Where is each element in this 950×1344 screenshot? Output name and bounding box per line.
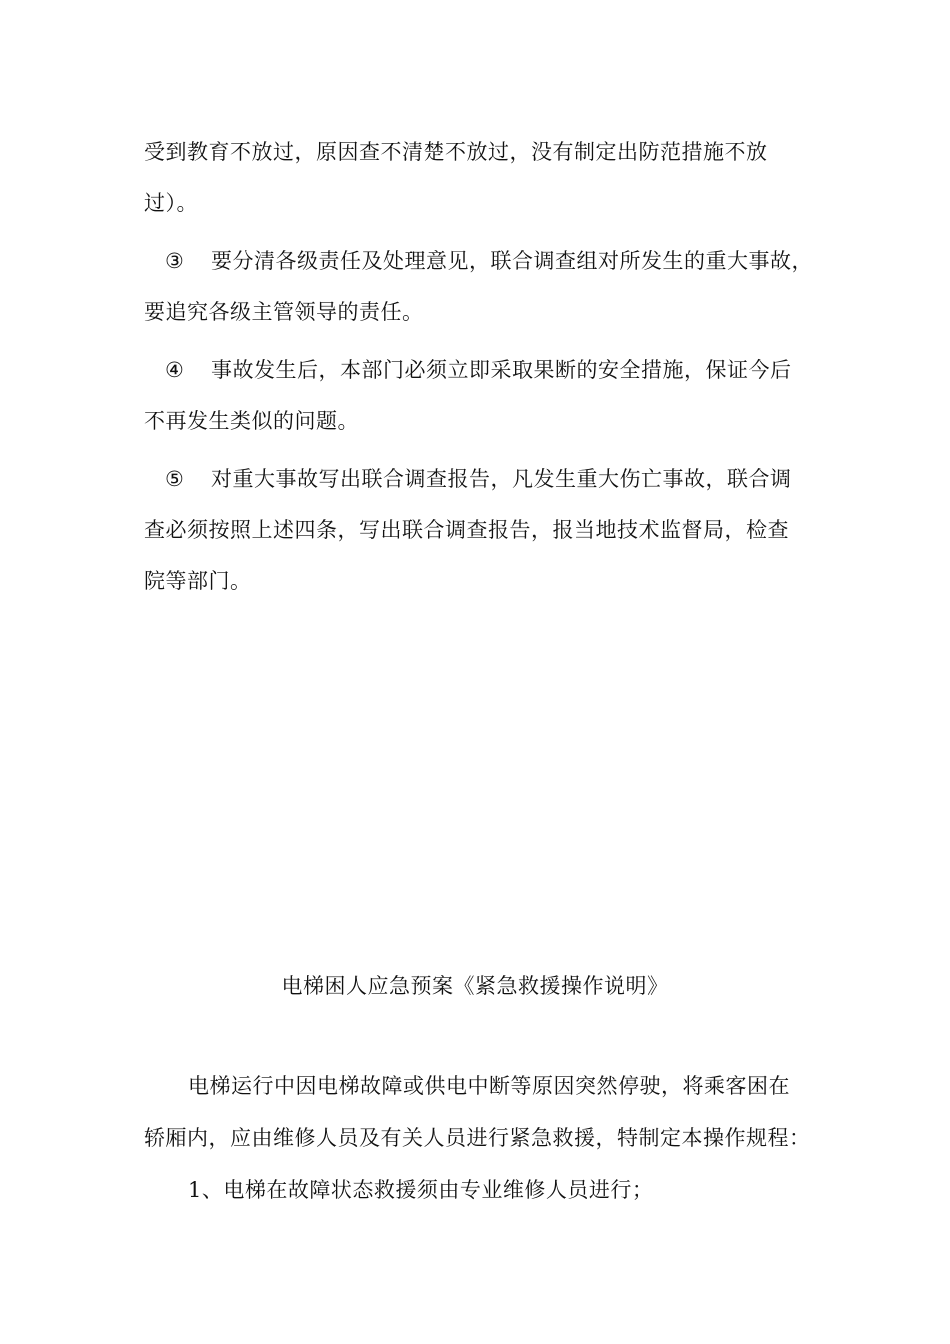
paragraph-line: 轿厢内，应由维修人员及有关人员进行紧急救援，特制定本操作规程： bbox=[144, 1126, 811, 1150]
item-text: 对重大事故写出联合调查报告，凡发生重大伤亡事故，联合调 bbox=[211, 467, 792, 491]
text-line: 要追究各级主管领导的责任。 bbox=[144, 300, 424, 324]
text-line: 查必须按照上述四条，写出联合调查报告，报当地技术监督局，检查 bbox=[144, 518, 789, 542]
item-number: ③ bbox=[165, 249, 185, 273]
text-line: 院等部门。 bbox=[144, 569, 252, 593]
paragraph-line: 电梯运行中因电梯故障或供电中断等原因突然停驶，将乘客困在 bbox=[188, 1074, 790, 1098]
item-text: 事故发生后，本部门必须立即采取果断的安全措施，保证今后 bbox=[211, 358, 792, 382]
list-item-4 bbox=[165, 355, 792, 385]
list-item-1: 1、电梯在故障状态救援须由专业维修人员进行； bbox=[188, 1178, 654, 1202]
text-line: 过）。 bbox=[144, 191, 198, 215]
item-number: ⑤ bbox=[165, 467, 185, 491]
item-text: 要分清各级责任及处理意见，联合调查组对所发生的重大事故， bbox=[211, 249, 813, 273]
text-line: 不再发生类似的问题。 bbox=[144, 409, 359, 433]
list-item-3 bbox=[165, 246, 813, 276]
item-number: ④ bbox=[165, 358, 185, 382]
list-item-5 bbox=[165, 464, 792, 494]
section-title: 电梯困人应急预案《紧急救援操作说明》 bbox=[281, 974, 669, 998]
text-line: 受到教育不放过，原因查不清楚不放过，没有制定出防范措施不放 bbox=[144, 140, 768, 164]
